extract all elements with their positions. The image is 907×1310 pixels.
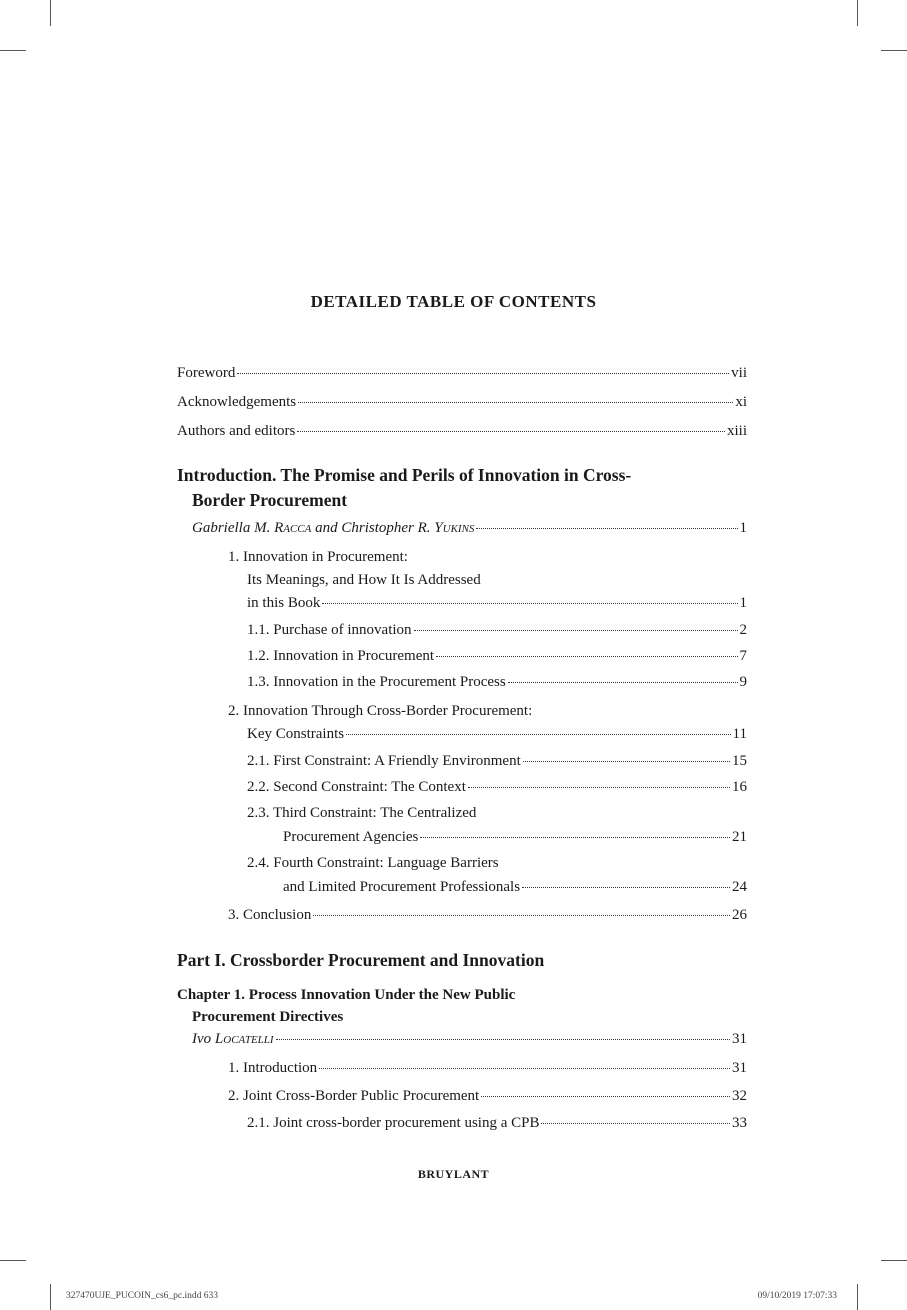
dot-leader (420, 837, 730, 838)
dot-leader (541, 1123, 730, 1124)
toc-label: 1.3. Innovation in the Procurement Process (247, 674, 506, 690)
dot-leader (237, 373, 729, 374)
toc-page: 32 (732, 1088, 747, 1104)
toc-entry-section-1-1[interactable] (247, 620, 747, 640)
toc-entry-foreword[interactable] (177, 363, 747, 383)
toc-page: 24 (732, 879, 747, 895)
crop-mark (0, 50, 26, 51)
toc-label: 2.2. Second Constraint: The Context (247, 779, 466, 795)
chapter-1-heading-cont: Procurement Directives (192, 1009, 344, 1025)
crop-mark (50, 0, 51, 26)
crop-mark (857, 0, 858, 26)
toc-page: 21 (732, 829, 747, 845)
toc-label: 2. Joint Cross-Border Public Procurement (228, 1088, 480, 1104)
dot-leader (436, 656, 737, 657)
toc-entry-section-1-2[interactable] (247, 646, 747, 666)
dot-leader (523, 761, 730, 762)
toc-label: 1.1. Purchase of innovation (247, 622, 412, 638)
toc-page: 2 (739, 622, 747, 638)
dot-leader (346, 734, 730, 735)
toc-entry-section-1[interactable] (247, 593, 747, 613)
toc-label: 3. Conclusion (228, 907, 312, 923)
toc-page: 1 (739, 520, 747, 536)
toc-entry-acknowledgements[interactable] (177, 392, 747, 412)
toc-entry-section-1-3[interactable] (247, 672, 747, 692)
dot-leader (298, 402, 733, 403)
toc-entry-ch1-section-2-1[interactable] (247, 1113, 747, 1133)
toc-label: 1. Introduction (228, 1060, 318, 1076)
chapter-1-heading: Chapter 1. Process Innovation Under the New Public (177, 987, 516, 1003)
publisher-footer: BRUYLANT (417, 1167, 490, 1181)
toc-entry-authors-editors[interactable] (177, 421, 747, 441)
toc-page: 11 (732, 726, 747, 742)
print-slug-file: 327470UJE_PUCOIN_cs6_pc.indd 633 (66, 1291, 218, 1301)
toc-label: 1.2. Innovation in Procurement (247, 648, 435, 664)
toc-section-2-4-line1: 2.4. Fourth Constraint: Language Barriers (247, 855, 499, 871)
introduction-heading: Introduction. The Promise and Perils of Innovation in Cross- (177, 465, 632, 485)
toc-page: xiii (726, 423, 747, 439)
toc-label: Foreword (177, 365, 236, 381)
introduction-heading-cont: Border Procurement (192, 490, 348, 510)
part-1-heading: Part I. Crossborder Procurement and Innovation (177, 950, 545, 970)
toc-page: 7 (739, 648, 747, 664)
toc-page: vii (731, 365, 747, 381)
dot-leader (476, 528, 737, 529)
author-joiner: and Christopher R. (311, 520, 435, 536)
dot-leader (313, 915, 730, 916)
dot-leader (414, 630, 738, 631)
toc-label: 2.1. First Constraint: A Friendly Environment (247, 753, 521, 769)
author-name: Gabriella M. (192, 520, 275, 536)
toc-entry-ch1-section-1[interactable] (228, 1058, 747, 1078)
toc-label: and Limited Procurement Professionals (283, 879, 521, 895)
print-slug-date: 09/10/2019 17:07:33 (757, 1291, 837, 1301)
toc-page: xi (735, 394, 747, 410)
toc-section-1-line2: Its Meanings, and How It Is Addressed (247, 572, 481, 588)
toc-page: 31 (732, 1060, 747, 1076)
toc-page: 16 (732, 779, 747, 795)
toc-entry-ch1-section-2[interactable] (228, 1086, 747, 1106)
toc-entry-chapter-1-author[interactable] (192, 1029, 747, 1049)
crop-mark (881, 50, 907, 51)
dot-leader (276, 1039, 730, 1040)
author-surname: Yukins (434, 520, 475, 536)
dot-leader (297, 431, 725, 432)
toc-entry-intro-authors[interactable] (192, 518, 747, 538)
dot-leader (522, 887, 730, 888)
toc-label: Procurement Agencies (283, 829, 419, 845)
crop-mark (0, 1260, 26, 1261)
toc-page: 9 (739, 674, 747, 690)
toc-authors (192, 518, 474, 538)
crop-mark (50, 1284, 51, 1310)
dot-leader (508, 682, 738, 683)
author-name: Ivo (192, 1031, 215, 1047)
dot-leader (322, 603, 737, 604)
toc-entry-section-2-4[interactable] (283, 877, 747, 897)
dot-leader (319, 1068, 730, 1069)
toc-section-2-line1: 2. Innovation Through Cross-Border Procurement: (228, 703, 533, 719)
page-title: DETAILED TABLE OF CONTENTS (310, 292, 597, 311)
toc-label: in this Book (247, 595, 321, 611)
toc-entry-section-2-2[interactable] (247, 777, 747, 797)
toc-section-1-line1: 1. Innovation in Procurement: (228, 549, 408, 565)
toc-entry-section-2-3[interactable] (283, 827, 747, 847)
dot-leader (468, 787, 730, 788)
toc-page: 1 (739, 595, 747, 611)
author-surname: Racca (274, 520, 312, 536)
toc-section-2-3-line1: 2.3. Third Constraint: The Centralized (247, 805, 477, 821)
toc-label: Acknowledgements (177, 394, 297, 410)
toc-label: Authors and editors (177, 423, 296, 439)
toc-page: 26 (732, 907, 747, 923)
toc-authors (192, 1029, 274, 1049)
toc-entry-section-2-1[interactable] (247, 751, 747, 771)
toc-label: 2.1. Joint cross-border procurement using a CPB (247, 1115, 540, 1131)
toc-entry-section-3[interactable] (228, 905, 747, 925)
toc-page: 33 (732, 1115, 747, 1131)
toc-label: Key Constraints (247, 726, 345, 742)
dot-leader (481, 1096, 730, 1097)
crop-mark (881, 1260, 907, 1261)
crop-mark (857, 1284, 858, 1310)
author-surname: Locatelli (214, 1031, 274, 1047)
toc-entry-section-2[interactable] (247, 724, 747, 744)
toc-page: 31 (732, 1031, 747, 1047)
toc-page: 15 (732, 753, 747, 769)
